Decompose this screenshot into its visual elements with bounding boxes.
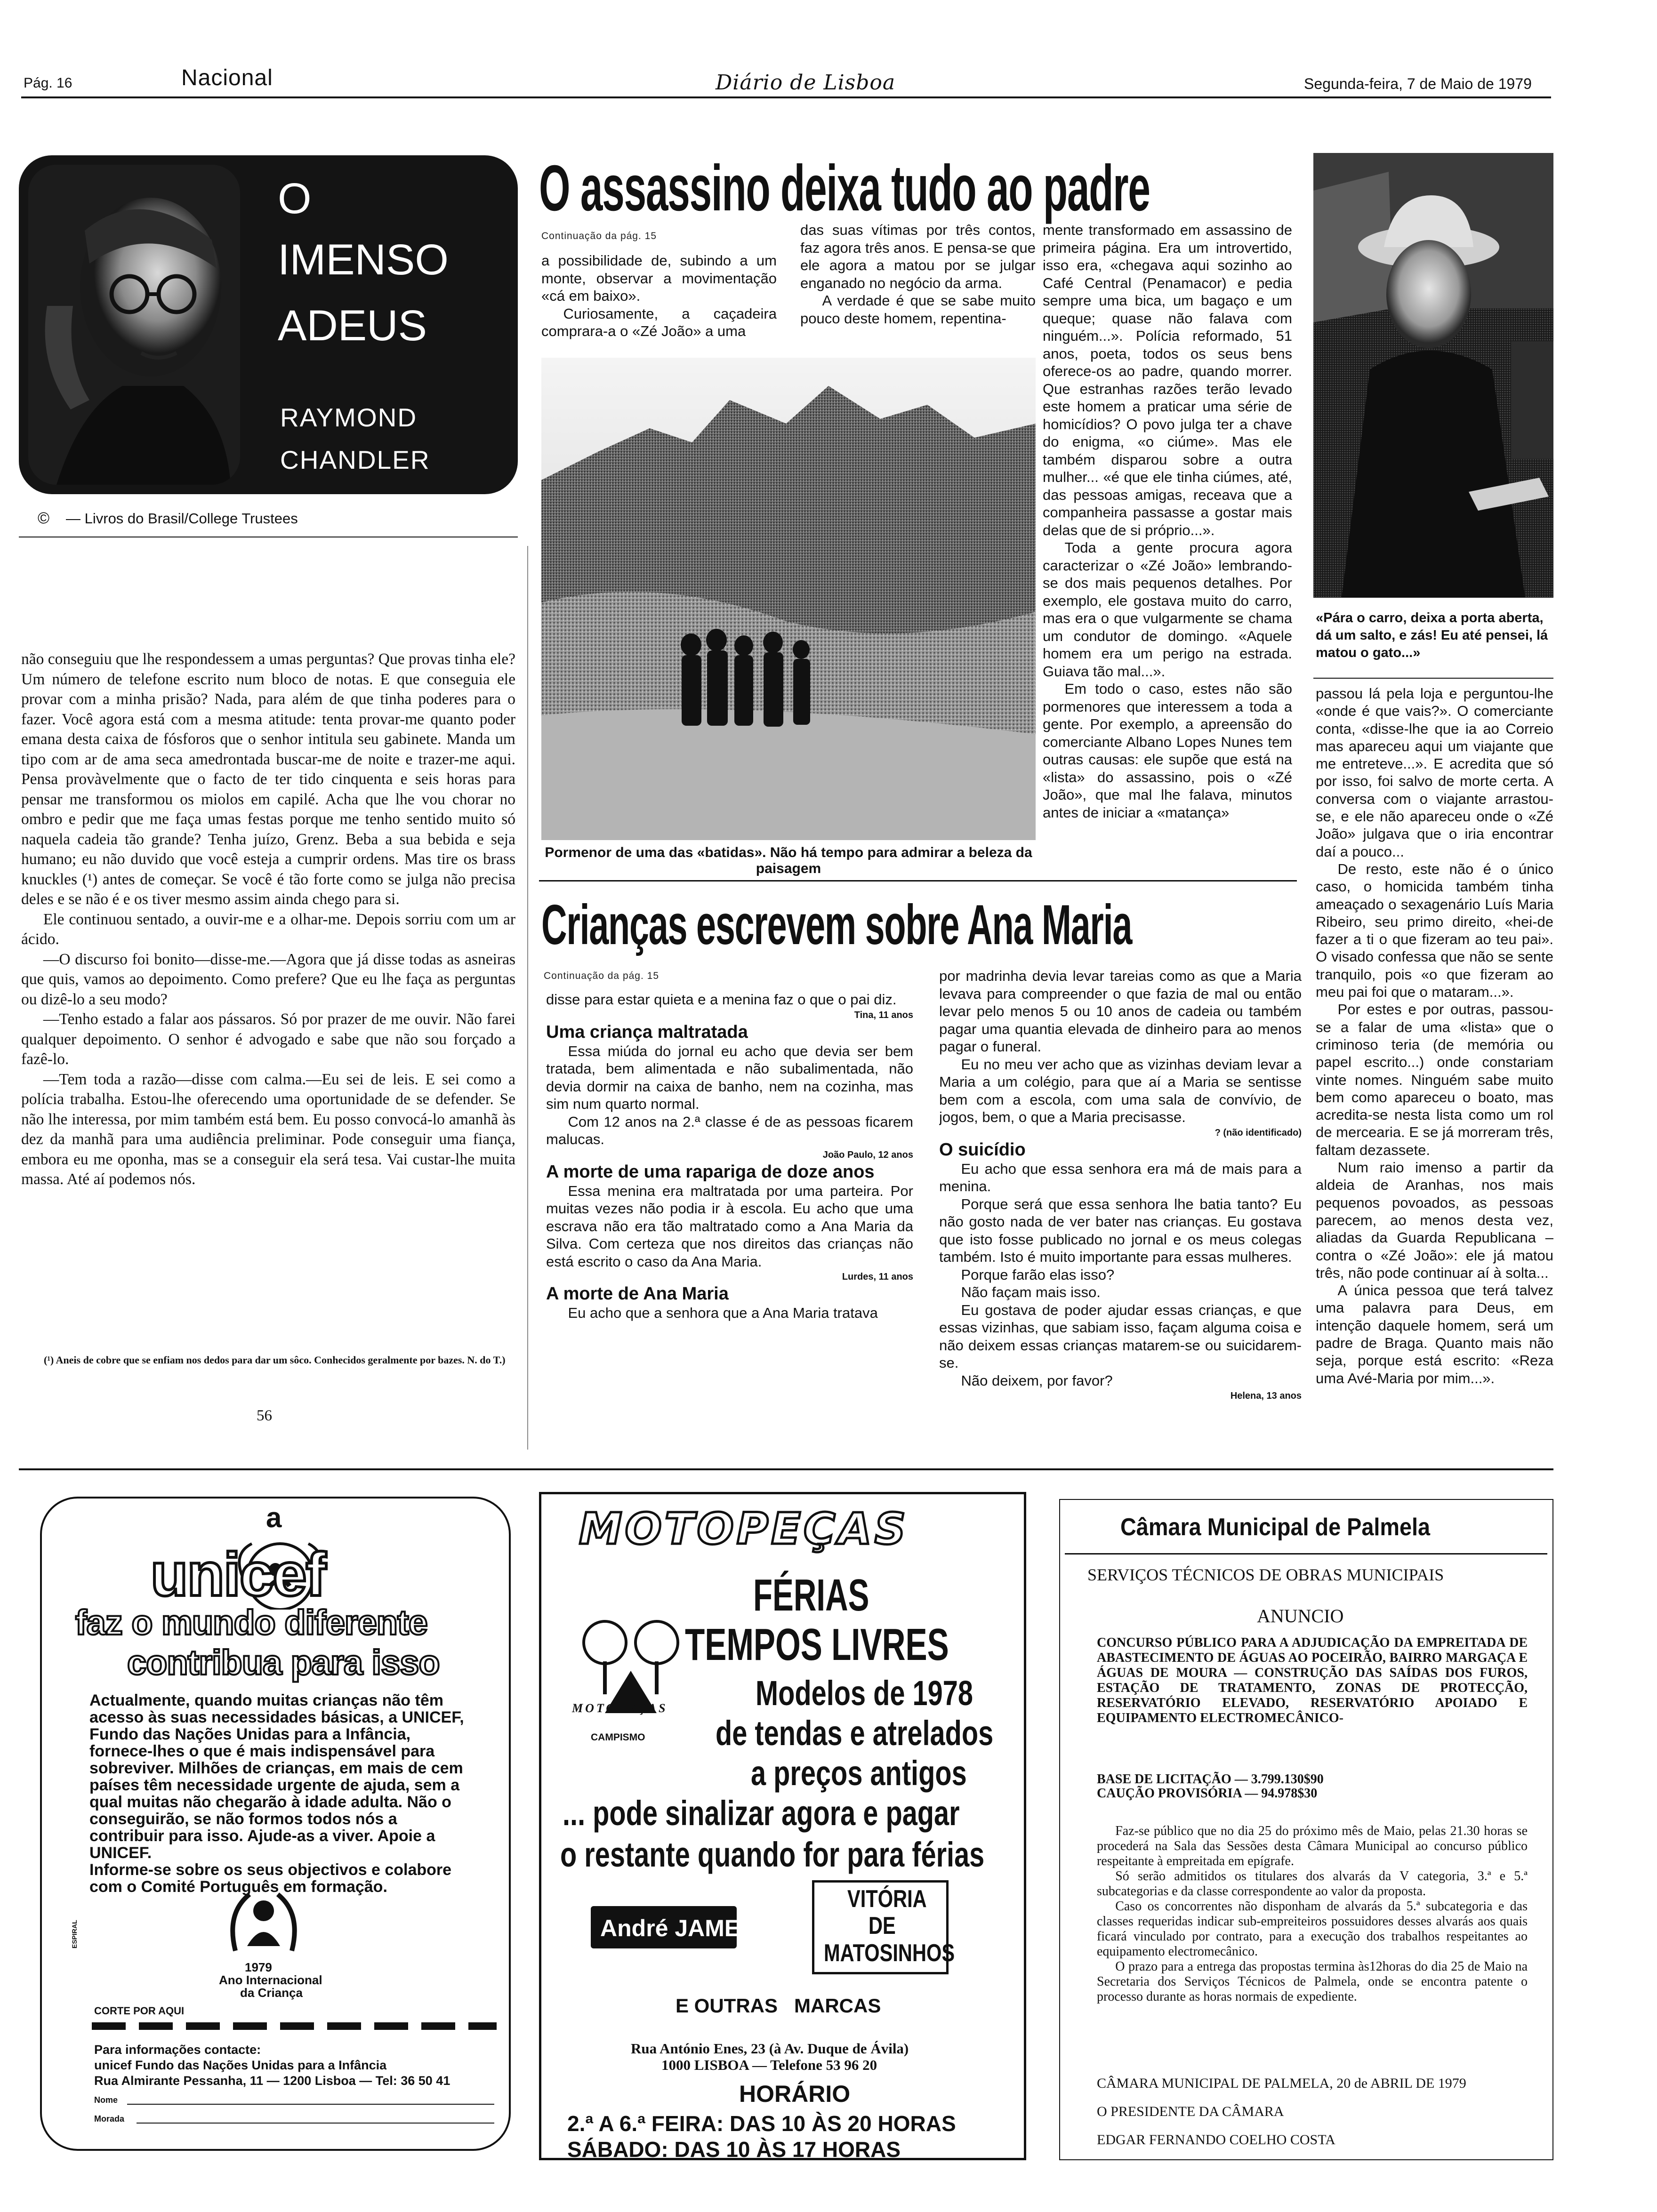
article-paragraph: Em todo o caso, estes não são pormenores que interessem a toda a gente. Por exemplo, a apreensão do comerciante Albano Lopes Nunes tem outras causas: ele supõe que está na «lista» do assassino, pois o «Zé João», que mal lhe falava, minutos antes de iniciar a «matança» — [1043, 681, 1292, 821]
article-paragraph: A única pessoa que terá talvez uma palavra para Deus, em intenção daquele homem, será um padre de Braga. Quanto mais não seja, porque está escrito: «Reza uma Avé-Maria por mim...». — [1316, 1282, 1553, 1387]
article-paragraph: Eu gostava de poder ajudar essas crianças, e que essas vizinhas, que sabiam isso, façam alguma coisa e não deixem essas crianças matarem-se ou suicidarem-se. — [939, 1301, 1302, 1371]
motopecas-horario: HORÁRIO — [739, 2081, 851, 2107]
article-paragraph: Essa miúda do jornal eu acho que devia ser bem tratada, bem alimentada e não subalimentada, não devia dormir na caixa de banho, nem na cozinha, mas sim num quarto normal. — [546, 1042, 913, 1112]
portrait-caption-rule — [1313, 678, 1553, 679]
assassino-col4 — [1316, 685, 1553, 1447]
motopecas-sinalizar-2: o restante quando for para férias — [560, 1835, 985, 1874]
palmela-president: O PRESIDENTE DA CÂMARA — [1097, 2104, 1284, 2119]
page-number: Pág. 16 — [24, 75, 72, 91]
subheading: A morte de Ana Maria — [546, 1284, 729, 1304]
signature: Helena, 13 anos — [1230, 1391, 1302, 1401]
unicef-logo-small: a — [266, 1502, 282, 1533]
motopecas-address-2: 1000 LISBOA — Telefone 53 96 20 — [661, 2057, 877, 2073]
brand-vitoria-matosinhos: MATOSINHOS — [824, 1940, 955, 1967]
year-of-child-year: 1979 — [245, 1960, 272, 1974]
palmela-date-line: CÂMARA MUNICIPAL DE PALMELA, 20 de ABRIL DE 1979 — [1097, 2076, 1466, 2091]
motopecas-badge-campismo: CAMPISMO — [591, 1732, 645, 1743]
motopecas-tempos-livres: TEMPOS LIVRES — [685, 1619, 949, 1670]
author-portrait — [28, 165, 240, 485]
assassino-col1 — [541, 252, 777, 346]
caption-rule — [539, 880, 1297, 882]
agency-mark: ESPIRAL — [71, 1920, 78, 1948]
article-paragraph: Com 12 anos na 2.ª classe é de as pessoas ficarem malucas. — [546, 1113, 913, 1147]
subheading: A morte de uma rapariga de doze anos — [546, 1162, 875, 1182]
article-paragraph: Porque farão elas isso? — [961, 1266, 1115, 1283]
year-of-child-icon — [221, 1885, 306, 1956]
article-paragraph: Curiosamente, a caçadeira comprara-a o «Zé João» a uma — [541, 305, 777, 339]
form-morada-label: Morada — [94, 2114, 125, 2124]
signature: Lurdes, 11 anos — [842, 1272, 913, 1282]
palmela-anuncio: ANUNCIO — [1257, 1605, 1344, 1627]
ads-top-rule — [19, 1468, 1553, 1470]
signature: Tina, 11 anos — [854, 1010, 913, 1020]
palmela-paragraph: O prazo para a entrega das propostas termina às12horas do dia 25 de Maio na Secretaria dos Serviços Técnicos de Palmela, onde se encontra patente o processo durante as horas normais de expediente. — [1097, 1959, 1528, 2004]
serial-paragraph: Ele continuou sentado, a ouvir-me e a olhar-me. Depois sorriu com um ar ácido. — [21, 910, 515, 948]
motopecas-modelos-2: de tendas e atrelados — [716, 1714, 994, 1753]
motopecas-modelos-1: Modelos de 1978 — [756, 1674, 973, 1713]
palmela-paragraph: Faz-se público que no dia 25 do próximo mês de Maio, pelas 21.30 horas se procederá na Sala das Sessões desta Câmara Municipal ao concurso público respeitante à empreitada em epígrafe. — [1097, 1824, 1528, 1868]
motopecas-modelos-3: a preços antigos — [751, 1754, 967, 1793]
palmela-subtitle: SERVIÇOS TÉCNICOS DE OBRAS MUNICIPAIS — [1087, 1565, 1444, 1584]
article-paragraph: Essa menina era maltratada por uma parteira. Por muitas vezes não podia ir à escola. Eu acho que uma escrava não era tão maltratado como a Ana Maria da Silva. Com certeza que nos direitos das crianças não está escrito o caso da Ana Maria. — [546, 1182, 913, 1270]
serial-author-first: RAYMOND — [280, 403, 418, 432]
assassino-col2 — [800, 221, 1036, 346]
brand-vitoria: VITÓRIA — [847, 1885, 927, 1913]
photo-suspect — [1313, 153, 1553, 598]
article-paragraph: Eu no meu ver acho que as vizinhas deviam levar a Maria a um colégio, para que aí a Maria se sentisse bem com a escola, com uma sala de convívio, de jogos, bem, o que a Maria precisasse. — [939, 1056, 1302, 1125]
motopecas-badge-label: MOTOPEÇAS — [572, 1701, 668, 1715]
motopecas-ferias: FÉRIAS — [753, 1570, 869, 1620]
article-paragraph: passou lá pela loja e perguntou-lhe «onde é que vais?». O comerciante conta, «disse-lhe que ia ao Correio mas apareceu aqui um viajante que me entreteve...». E acredita que só por isso, foi salvo de morte certa. A conversa com o viajante arrastou-se, e ele não apareceu onde o «Zé João» julgava que o iria encontrar daí a pouco... — [1316, 685, 1553, 860]
section-title: Nacional — [181, 65, 273, 90]
article-paragraph: Eu acho que essa senhora era má de mais para a menina. — [939, 1160, 1302, 1194]
palmela-title: Câmara Municipal de Palmela — [1120, 1514, 1431, 1541]
criancas-continuation: Continuação da pág. 15 — [544, 970, 660, 981]
article-paragraph: Não deixem, por favor? — [961, 1372, 1113, 1389]
article-paragraph: A verdade é que se sabe muito pouco deste homem, repentina- — [800, 292, 1036, 327]
serial-footnote: (¹) Aneis de cobre que se enfiam nos dedos para dar um sôco. Conhecidos geralmente por bazes. N. do T.) — [44, 1354, 506, 1366]
motopecas-badge — [572, 1610, 690, 1751]
serial-title-o: O — [278, 175, 312, 223]
subheading: O suicídio — [939, 1139, 1026, 1160]
serial-title-adeus: ADEUS — [278, 302, 427, 350]
form-nome-label: Nome — [94, 2095, 118, 2105]
motopecas-sinalizar-1: ... pode sinalizar agora e pagar — [563, 1794, 960, 1833]
portrait-caption: «Pára o carro, deixa a porta aberta, dá um salto, e zás! Eu até pensei, lá matou o gato...» — [1316, 610, 1548, 660]
photo-batidas — [541, 358, 1036, 840]
article-paragraph: Eu acho que a senhora que a Ana Maria tratava — [568, 1305, 878, 1321]
brand-vitoria-de: DE — [869, 1912, 896, 1940]
article-paragraph: das suas vítimas por três contos, faz agora três anos. E pensa-se que ele agora a matou por se julgar enganado no negócio da arma. — [800, 222, 1036, 291]
continuation-note: Continuação da pág. 15 — [541, 231, 657, 241]
unicef-slogan-1: faz o mundo diferente — [75, 1603, 427, 1642]
article-paragraph: De resto, este não é o único caso, o homicida também tinha ameaçado o sexagenário Luís Maria Ribeiro, seu primo direito, «hei-de fazer a ti o que fizeram ao teu pai». O visado confessa que não se sente tranquilo, pois «o que fizeram ao meu pai foi que o mataram...». — [1316, 860, 1553, 1001]
article-paragraph: Num raio imenso a partir da aldeia de Aranhas, nos mais pequenos povoados, as pessoas parecem, ao menos desta vez, aliadas da Guarda Republicana – contra o «Zé João»: ele já matou três, não pode continuar aí à solta... — [1316, 1159, 1553, 1281]
palmela-title-rule — [1065, 1553, 1547, 1555]
palmela-paragraph: Só serão admitidos os titulares dos alvarás da V categoria, 3.ª e 5.ª subcategorias e da classe correspondente ao valor da proposta. — [1097, 1869, 1528, 1899]
unicef-paragraph: Actualmente, quando muitas crianças não têm acesso às suas necessidades básicas, a UNICEF, Fundo das Nações Unidas para a Infância, fornece-lhes o que é mais indispensável para sobreviver. Milhões de crianças, em mais de cem países têm necessidade urgente de ajuda, sem a qual muitas não chegarão à idade adulta. Não o conseguirão, se não formos todos nós a contribuir para isso. Ajude-as a viver. Apoie a UNICEF. — [89, 1691, 464, 1862]
photo-caption: Pormenor de uma das «batidas». Não há tempo para admirar a beleza da paisagem — [545, 845, 1032, 876]
signature: João Paulo, 12 anos — [822, 1149, 913, 1160]
serial-text — [21, 649, 515, 1190]
serial-title-imenso: IMENSO — [278, 236, 449, 284]
serial-paragraph: —Tenho estado a falar aos pássaros. Só por prazer de me ouvir. Não farei qualquer depoimento. O senhor é advogado e sabe que não sou forçado a fazê-lo. — [21, 1010, 515, 1068]
unicef-slogan-2: contribua para isso — [127, 1643, 440, 1682]
headline-assassino: O assassino deixa tudo ao padre — [539, 152, 1150, 224]
criancas-col1 — [546, 991, 913, 1452]
article-paragraph: Toda a gente procura agora caracterizar o «Zé João» lembrando-se dos mais pequenos detalhes. Por exemplo, ele gostava muito do carro, mas era o que vulgarmente se chama um condutor de domingo. «Aquele homem era um perigo na estrada. Guiava tão mal...». — [1043, 539, 1292, 680]
contact-line-2: unicef Fundo das Nações Unidas para a Infância — [94, 2058, 387, 2072]
header-rule — [21, 96, 1551, 98]
article-paragraph: Por estes e por outras, passou-se a falar de uma «lista» que o criminoso teria (de memória ou papel escrito...) onde constariam vinte nomes. Ninguém sabe muito bem como apareceu o boato, mas acredita-se nesta lista como um rol de mercearia. E se já morreram três, faltam dezassete. — [1316, 1001, 1553, 1158]
motopecas-horario-weekdays: 2.ª A 6.ª FEIRA: DAS 10 ÀS 20 HORAS — [567, 2111, 956, 2136]
palmela-concurso: CONCURSO PÚBLICO PARA A ADJUDICAÇÃO DA EMPREITADA DE ABASTECIMENTO DE ÁGUAS AO POCEIRÃO, BAIRRO MARGAÇA E ÁGUAS DE MOURA — CONSTRUÇÃO DAS SAÍDAS DOS FUROS, ESTAÇÃO DE TRATAMENTO, ZONAS DE PROTECÇÃO, RESERVATÓRIO ELEVADO, RESERVATÓRIO APOIADO E EQUIPAMENTO ELECTROMECÂNICO- — [1097, 1635, 1528, 1725]
unicef-logo: unicef — [151, 1540, 325, 1609]
unicef-paragraph: Informe-se sobre os seus objectivos e colabore com o Comité Português em formação. — [89, 1861, 452, 1896]
article-paragraph: Não façam mais isso. — [961, 1284, 1101, 1300]
serial-right-rule — [527, 546, 528, 1450]
serial-paragraph: não conseguiu que lhe respondessem a umas perguntas? Que provas tinha ele? Um número de telefone escrito num bloco de notas. E que conseguia ele provar com a minha prisão? Nada, para além de que tinha poderes para o fazer. Você agora está com a mesma atitude: tenta provar-me quanto poder emana desta caixa de fósforos que o senhor intitula seu gabinete. Manda um tipo com ar de ama seca amedrontada buscar-me de noite e trazer-me aqui. Pensa provàvelmente que o facto de ter tido cinquenta e seis horas para pensar me transformou os miolos em capilé. Acha que lhe vou chorar no ombro e pedir que me faça umas festas porque me tenho sentido muito só naquela cadeia tão grande? Tenha juízo, Grenz. Beba a sua bebida e seja humano; eu não duvido que você esteja a cumprir ordens. Mas tire os brass knuckles (¹) antes de começar. Se você é tão forte como se julga não precisa deles e se não é e os tiver mesmo assim ainda chego para si. — [21, 650, 515, 908]
palmela-president-name: EDGAR FERNANDO COELHO COSTA — [1097, 2132, 1335, 2148]
article-paragraph: mente transformado em assassino de primeira página. Era um introvertido, isso era, «chegava aqui sozinho ao Café Central (Penamacor) e pedia sempre uma bica, um bagaço e um queque; quase não falava com ninguém...». Polícia reformado, 51 anos, poeta, todos os seus bens oferece-os ao padre, quando morrer. Que estranhas razões terão levado este homem a praticar uma série de homicídios? O povo julga ter a chave do enigma, «o ciúme». Mas ele também disparou sobre a outra mulher... «é que ele tinha ciúmes, até, das pessoas amigas, receava que a companheira passasse a gostar mais delas que de si próprio...». — [1043, 222, 1292, 538]
contact-line-1: Para informações contacte: — [94, 2043, 261, 2057]
serial-page-number: 56 — [257, 1407, 272, 1424]
form-nome-field[interactable] — [127, 2104, 494, 2105]
criancas-col2 — [939, 967, 1302, 1452]
year-of-child-label-1: Ano Internacional — [219, 1973, 322, 1987]
palmela-base: BASE DE LICITAÇÃO — 3.799.130$90 — [1097, 1772, 1324, 1787]
palmela-paragraph: Caso os concorrentes não disponham de alvarás da 5.ª subcategoria e das classes requeridas indicar sub-empreiteiros possuidores desses alvarás aos quais ficará vinculado por contrato, para a execução dos trabalhos respeitantes ao equipamento electromecânico. — [1097, 1899, 1528, 1959]
subheading: Uma criança maltratada — [546, 1022, 748, 1042]
serial-author-last: CHANDLER — [280, 445, 430, 474]
palmela-caucao: CAUÇÃO PROVISÓRIA — 94.978$30 — [1097, 1786, 1318, 1801]
article-paragraph: a possibilidade de, subindo a um monte, observar a movimentação «cá em baixo». — [541, 252, 777, 304]
article-paragraph: disse para estar quieta e a menina faz o que o pai diz. — [546, 991, 897, 1008]
copyright-symbol: © — [38, 509, 50, 527]
brand-andre-jamet-label: André JAMET — [600, 1915, 755, 1941]
serial-paragraph: —O discurso foi bonito—disse-me.—Agora que já disse todas as asneiras que quis, vamos ao depoimento. Como prefere? Que eu lhe faça as perguntas ou dizê-lo a seu modo? — [21, 950, 515, 1008]
assassino-col3 — [1043, 221, 1292, 880]
contact-line-3: Rua Almirante Pessanha, 11 — 1200 Lisboa — Tel: 36 50 41 — [94, 2074, 450, 2088]
article-paragraph: Porque será que essa senhora lhe batia tanto? Eu não gosto nada de ver bater nas crianças. Eu gostava que isto fosse publicado no jornal e os meus colegas também. Isto é muito importante para essas mulheres. — [939, 1195, 1302, 1265]
motopecas-horario-saturday: SÁBADO: DAS 10 ÀS 17 HORAS — [567, 2137, 901, 2162]
palmela-body — [1097, 1824, 1528, 2004]
year-of-child-label-2: da Criança — [240, 1986, 303, 2000]
motopecas-address-1: Rua António Enes, 23 (à Av. Duque de Ávila) — [631, 2040, 909, 2057]
issue-date: Segunda-feira, 7 de Maio de 1979 — [1304, 75, 1532, 92]
signature: ? (não identificado) — [1215, 1127, 1302, 1138]
copyright-line: — Livros do Brasil/College Trustees — [66, 510, 298, 527]
headline-criancas: Crianças escrevem sobre Ana Maria — [541, 893, 1132, 956]
serial-paragraph: —Tem toda a razão—disse com calma.—Eu sei de leis. E sei como a polícia trabalha. Estou-lhe oferecendo uma oportunidade de se defender. Se não lhe interessa, por mim também está bem. Eu posso convocá-lo amanhã às dez da manhã para uma audiência preliminar. Pode conseguir uma fiança, embora eu me oponha, mas se a conseguir ela será tesa. Vai custar-lhe muita massa. Até aí podemos nós. — [21, 1070, 515, 1188]
motopecas-outras-marcas: E OUTRAS MARCAS — [676, 1995, 881, 2017]
cut-line — [92, 2022, 497, 2030]
unicef-body — [89, 1692, 475, 1895]
cut-here: CORTE POR AQUI — [94, 2005, 185, 2017]
motopecas-logo: MOTOPEÇAS — [579, 1504, 909, 1554]
article-paragraph: por madrinha devia levar tareias como as que a Maria levava para compreender o que fazia de mal ou então levar pelo menos 5 ou 10 anos de cadeia ou também pagar uma quantia elevada de dinheiro para ao menos pagar o funeral. — [939, 968, 1302, 1055]
masthead: Diário de Lisboa — [716, 71, 896, 95]
form-morada-field[interactable] — [137, 2123, 494, 2124]
